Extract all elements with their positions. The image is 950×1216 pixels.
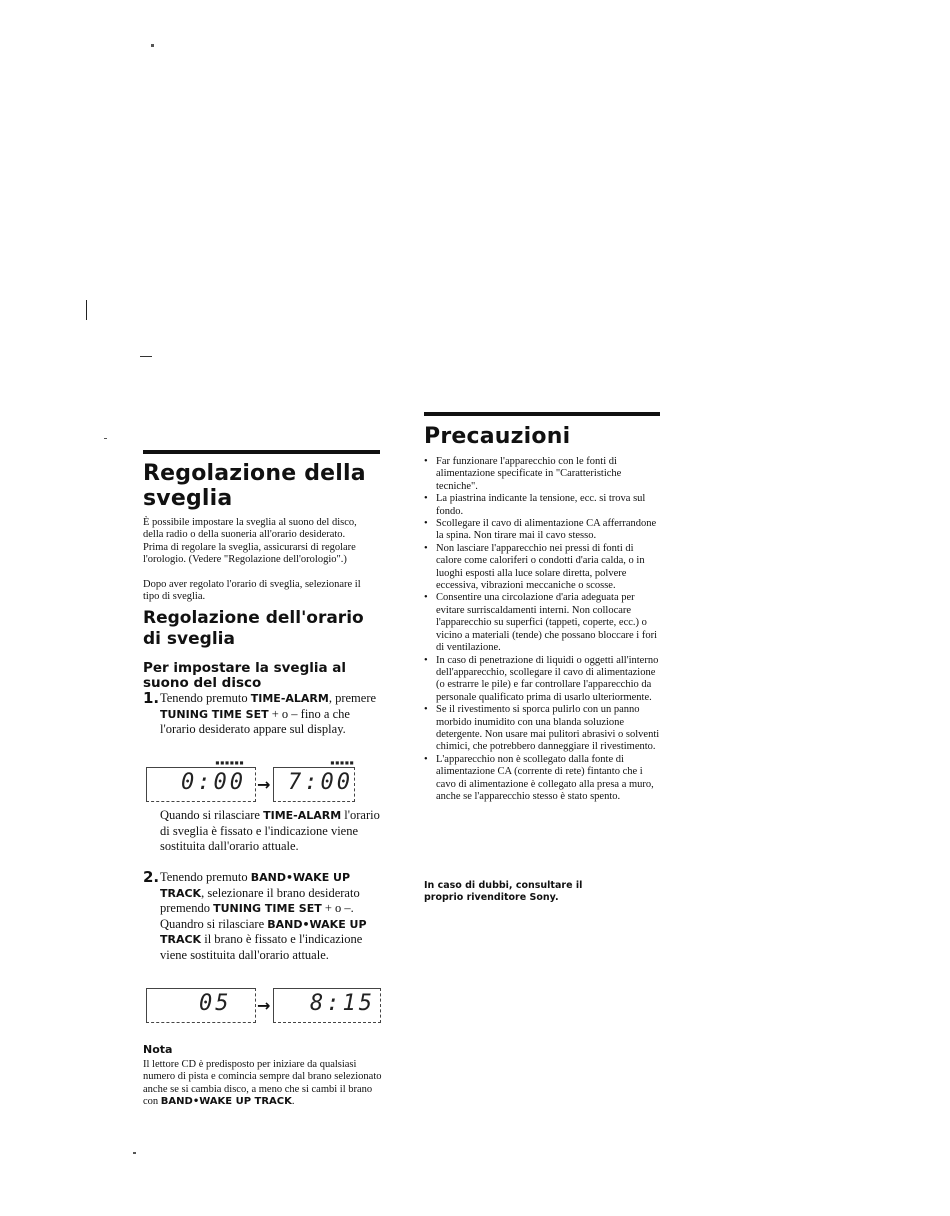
scan-speck xyxy=(104,438,107,439)
step-2-key-band: BAND•WAKE UP TRACK xyxy=(160,871,351,900)
list-item: • La piastrina indicante la tensione, ecc. si trova sul fondo. xyxy=(424,493,660,518)
lcd-time-left: 0:00 xyxy=(181,770,246,795)
lcd-display-1-left xyxy=(146,758,256,802)
list-item: • Non lasciare l'apparecchio nei pressi di fonti di calore come caloriferi o condotti d'aria calda, o in luoghi esposti alla luce solare diretta, polvere eccessiva, vibrazioni meccaniche o scosse. xyxy=(424,543,660,593)
step-2-a: Tenendo premuto xyxy=(160,870,251,884)
list-item: • L'apparecchio non è scollegato dalla fonte di alimentazione CA (corrente di rete) fintanto che i cavo di alimentazione è collegato alla presa a muro, anche se l'apparecchio stesso è stato spento. xyxy=(424,754,660,804)
scan-speck xyxy=(133,1152,136,1154)
note-title: Nota xyxy=(143,1043,173,1056)
lcd-display-2-right xyxy=(273,988,381,1023)
section-title-sveglia: Regolazione della sveglia xyxy=(143,461,366,511)
arrow-icon: → xyxy=(257,996,271,1015)
step-2-key-tuning: TUNING TIME SET xyxy=(213,902,322,915)
release-text xyxy=(160,808,382,855)
subtitle-orario: Regolazione dell'orario di sveglia xyxy=(143,608,364,649)
subsub-disco: Per impostare la sveglia al suono del disco xyxy=(143,660,347,691)
step-1-key-tuning: TUNING TIME SET xyxy=(160,707,269,721)
step-1-text xyxy=(160,691,382,738)
step-1-number: 1. xyxy=(143,689,160,707)
step-1-e: + o – fino a che l'orario desiderato appare sul display. xyxy=(160,706,350,736)
list-item: • In caso di penetrazione di liquidi o oggetti all'interno dell'apparecchio, scollegare il cavo di alimentazione (o estrarre le pile) e far controllare l'apparecchio da personale qualificato prima di usarlo ulteriormente. xyxy=(424,655,660,705)
list-item: • Scollegare il cavo di alimentazione CA afferrandone la spina. Non tirare mai il cavo stesso. xyxy=(424,518,660,543)
lcd-indicator-bar: ▪▪▪▪▪▪ xyxy=(215,758,244,767)
step-2-number: 2. xyxy=(143,868,160,886)
list-item: • Se il rivestimento si sporca pulirlo con un panno morbido inumidito con una blanda soluzione detergente. Non usare mai pulitori abrasivi o solventi chimici, che potrebbero danneggiare il rivestimento. xyxy=(424,704,660,754)
step-2-text xyxy=(160,870,382,963)
intro-paragraph-2: Dopo aver regolato l'orario di sveglia, selezionare il tipo di sveglia. xyxy=(143,579,361,603)
lcd-track-left: 05 xyxy=(199,991,232,1016)
scan-mark xyxy=(86,300,87,320)
lcd-time-right: 7:00 xyxy=(288,770,353,795)
section-title-precauzioni: Precauzioni xyxy=(424,424,571,449)
note-a: Il lettore CD è predisposto per iniziare da qualsiasi numero di pista e comincia sempre dal brano selezionato anche se si cambia disco, a meno che si cambi il brano con xyxy=(143,1059,382,1108)
step-2-c: , selezionare il brano desiderato premendo xyxy=(160,885,360,915)
precautions-list xyxy=(424,456,660,803)
note-text xyxy=(143,1059,383,1109)
lcd-indicator-bar: ▪▪▪▪▪ xyxy=(330,758,355,767)
step-1-c: , premere xyxy=(328,691,377,705)
intro-paragraph: È possibile impostare la sveglia al suono del disco, della radio o della suoneria all'orario desiderato. Prima di regolare la sveglia, assicurarsi di regolare l'orologio. (Vedere "Regolazione dell'orologio".) xyxy=(143,517,357,566)
lcd-display-1-right xyxy=(273,758,355,802)
release-c: l'orario di sveglia è fissato e l'indicazione viene sostituita dall'orario attuale. xyxy=(160,808,380,853)
step-2-g: il brano è fissato e l'indicazione viene sostituita dall'orario attuale. xyxy=(160,932,363,962)
scan-speck xyxy=(151,44,154,47)
closing-note: In caso di dubbi, consultare il proprio rivenditore Sony. xyxy=(424,880,583,903)
step-2-key-band-2: BAND•WAKE UP TRACK xyxy=(160,917,367,946)
release-key: TIME-ALARM xyxy=(263,809,342,822)
arrow-icon: → xyxy=(257,775,271,794)
list-item: • Far funzionare l'apparecchio con le fonti di alimentazione specificate in "Caratteristiche tecniche". xyxy=(424,456,660,493)
step-1-key-time-alarm: TIME-ALARM xyxy=(250,692,329,705)
note-key: BAND•WAKE UP TRACK xyxy=(160,1096,292,1108)
list-item: • Consentire una circolazione d'aria adeguata per evitare surriscaldamenti interni. Non collocare l'apparecchio su superfici (tappeti, coperte, ecc.) o vicino a materiali (tende) che possano bloccare i fori di ventilazione. xyxy=(424,592,660,654)
left-title-rule xyxy=(143,450,380,454)
lcd-time-right-2: 8:15 xyxy=(310,991,375,1016)
scan-mark xyxy=(140,356,152,357)
right-title-rule xyxy=(424,412,660,416)
step-2-e: + o –. Quandro si rilasciare xyxy=(160,901,354,931)
note-c: . xyxy=(291,1096,295,1108)
lcd-display-2-left xyxy=(146,988,256,1023)
step-1-a: Tenendo premuto xyxy=(160,691,251,705)
release-a: Quando si rilasciare xyxy=(160,808,264,822)
